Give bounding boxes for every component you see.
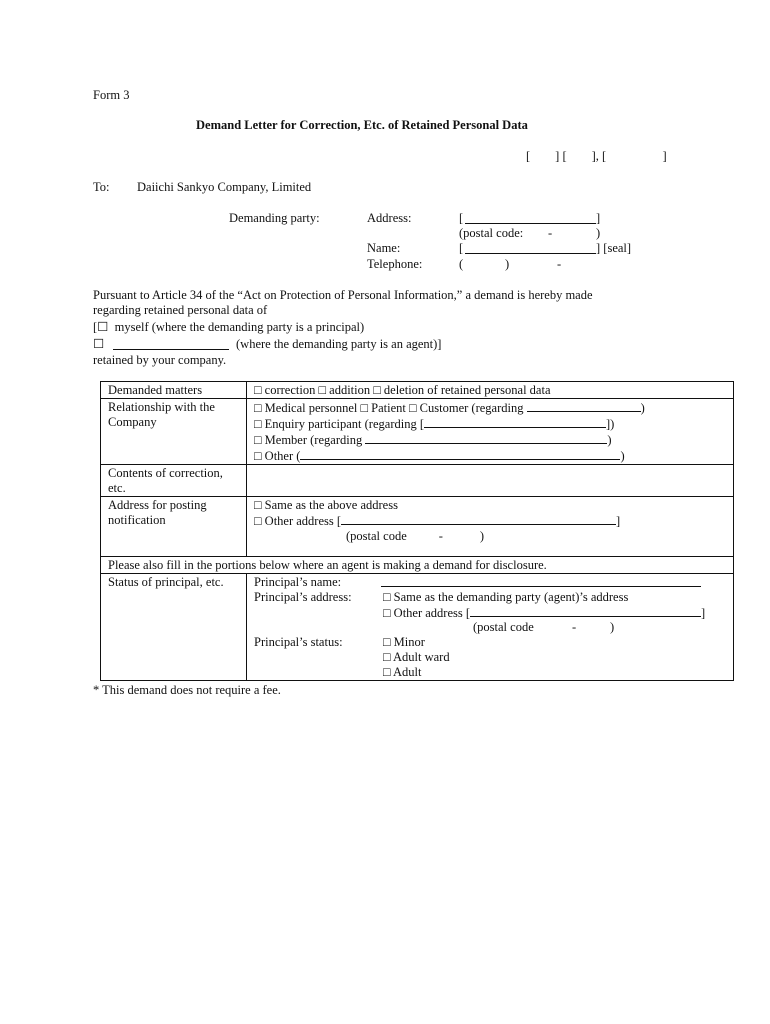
principal-name-row — [254, 575, 726, 590]
table-row — [101, 557, 734, 574]
regarding-field[interactable] — [527, 400, 641, 412]
postal-code-dash: - — [572, 620, 577, 634]
address-posting-label-line: Address for posting — [108, 498, 207, 512]
option-agent-checkbox[interactable]: ☐ — [93, 337, 105, 351]
telephone-label: Telephone: — [367, 257, 423, 271]
principal-address-option-same[interactable]: □ Same as the demanding party (agent)’s address — [383, 590, 629, 604]
address-open-bracket: [ — [459, 211, 464, 225]
contents-label-line: Contents of correction, — [108, 466, 223, 480]
telephone-close-paren: ) — [505, 257, 510, 271]
relationship-option-enquiry[interactable] — [254, 416, 726, 432]
demanding-party-label: Demanding party: — [229, 211, 320, 225]
telephone-dash: - — [557, 257, 562, 271]
body-line-5: retained by your company. — [93, 353, 227, 367]
principal-postal-row — [254, 620, 726, 635]
telephone-open-paren: ( — [459, 257, 464, 271]
relationship-option-medical[interactable] — [254, 400, 726, 416]
close-bracket: ]) — [606, 417, 615, 431]
address-field[interactable] — [465, 223, 596, 224]
principal-name-label: Principal’s name: — [254, 575, 342, 589]
to-label: To: — [93, 180, 110, 194]
close-paren: ) — [607, 433, 612, 447]
postal-code-dash: - — [438, 529, 443, 543]
status-option-row — [254, 665, 726, 680]
other-address-field[interactable] — [341, 513, 616, 525]
form-number: Form 3 — [93, 88, 130, 102]
option-agent-text: (where the demanding party is an agent)] — [236, 337, 442, 351]
table-row — [101, 382, 734, 399]
status-option-adult-ward[interactable]: □ Adult ward — [383, 650, 450, 664]
relationship-option-other[interactable] — [254, 448, 726, 464]
postal-code-label: (postal code — [473, 620, 534, 634]
address-posting-label — [101, 497, 247, 557]
address-option-other[interactable] — [254, 513, 726, 529]
name-open-bracket: [ — [459, 241, 464, 255]
relationship-label-line: Company — [108, 415, 157, 429]
relationship-option-other-text: □ Other ( — [254, 449, 301, 463]
postal-code-close: ) — [610, 620, 615, 634]
close-bracket: ] — [616, 514, 621, 528]
contents-label-line: etc. — [108, 481, 126, 495]
address-option-other-text: □ Other address [ — [254, 514, 342, 528]
principal-status-row — [254, 635, 726, 650]
status-option-minor[interactable]: □ Minor — [383, 635, 425, 649]
close-paren: ) — [640, 401, 645, 415]
close-bracket: ] — [701, 606, 706, 620]
relationship-options — [247, 399, 734, 465]
demanded-matters-options[interactable]: □ correction □ addition □ deletion of retained personal data — [247, 382, 734, 399]
regarding-field[interactable] — [424, 416, 606, 428]
other-field[interactable] — [300, 448, 620, 460]
name-field[interactable] — [465, 253, 596, 254]
footer-note: * This demand does not require a fee. — [93, 683, 281, 697]
table-row — [101, 399, 734, 465]
principal-address-option-other-text: □ Other address [ — [383, 606, 471, 620]
agent-note: Please also fill in the portions below where an agent is making a demand for disclosure. — [101, 557, 734, 574]
principal-address-option-other[interactable] — [383, 605, 705, 621]
postal-code-dash: - — [548, 226, 553, 240]
principal-other-address-field[interactable] — [470, 605, 701, 617]
recipient-name: Daiichi Sankyo Company, Limited — [137, 180, 312, 194]
table-row — [101, 497, 734, 557]
demanded-matters-label: Demanded matters — [101, 382, 247, 399]
date-line: [ ] [ ], [ ] — [526, 149, 667, 163]
relationship-option-enquiry-text: □ Enquiry participant (regarding [ — [254, 417, 424, 431]
relationship-option-member-text: □ Member (regarding — [254, 433, 363, 447]
address-postal-line — [254, 529, 726, 544]
name-label: Name: — [367, 241, 401, 255]
address-label: Address: — [367, 211, 412, 225]
address-close-bracket: ] — [596, 211, 601, 225]
principal-address-row — [254, 590, 726, 605]
table-row — [101, 465, 734, 497]
relationship-label-line: Relationship with the — [108, 400, 215, 414]
postal-code-close: ) — [479, 529, 485, 543]
agent-principal-name-field[interactable] — [113, 349, 229, 350]
contents-field[interactable] — [247, 465, 734, 497]
relationship-option-medical-text: □ Medical personnel □ Patient □ Customer (regarding — [254, 401, 524, 415]
body-line-2: regarding retained personal data of — [93, 303, 268, 317]
demand-form-table — [100, 381, 734, 681]
address-option-same[interactable]: □ Same as the above address — [254, 498, 398, 512]
status-label: Status of principal, etc. — [101, 574, 247, 681]
address-posting-options — [247, 497, 734, 557]
status-details — [247, 574, 734, 681]
relationship-label — [101, 399, 247, 465]
document-title: Demand Letter for Correction, Etc. of Retained Personal Data — [196, 118, 528, 132]
address-posting-label-line: notification — [108, 513, 166, 527]
body-line-1: Pursuant to Article 34 of the “Act on Protection of Personal Information,” a demand is hereby made — [93, 288, 593, 302]
relationship-option-member[interactable] — [254, 432, 726, 448]
contents-label — [101, 465, 247, 497]
regarding-field[interactable] — [365, 432, 607, 444]
postal-code-label: (postal code: — [459, 226, 524, 240]
principal-address-other-row[interactable] — [254, 605, 726, 620]
table-row — [101, 574, 734, 681]
status-option-row — [254, 650, 726, 665]
postal-code-close: ) — [596, 226, 601, 240]
principal-name-field[interactable] — [381, 575, 701, 587]
name-close-seal: ] [seal] — [596, 241, 632, 255]
option-myself[interactable]: [☐ myself (where the demanding party is a principal) — [93, 320, 365, 334]
principal-status-label: Principal’s status: — [254, 635, 343, 649]
close-paren: ) — [620, 449, 625, 463]
status-option-adult[interactable]: □ Adult — [383, 665, 422, 679]
principal-address-label: Principal’s address: — [254, 590, 352, 604]
postal-code-label: (postal code — [346, 529, 407, 543]
